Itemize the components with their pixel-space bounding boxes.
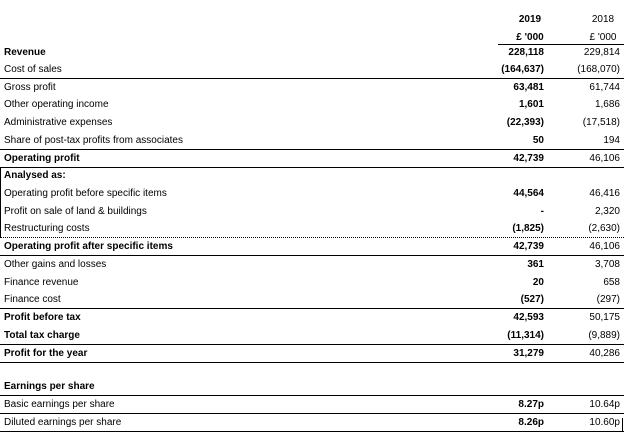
row-label: Earnings per share (4, 381, 95, 392)
value-2018: 10.64p (589, 399, 620, 410)
row-profit-for-year (0, 345, 626, 362)
value-2018: 10.60p (589, 417, 620, 428)
value-2019: 63,481 (513, 82, 544, 93)
value-2018: 46,106 (589, 241, 620, 252)
value-2019: 361 (527, 259, 544, 270)
row-label: Basic earnings per share (4, 399, 115, 410)
year-2018-header: 2018 (591, 14, 615, 25)
row-profit-on-sale (0, 203, 626, 220)
row-operating-profit (0, 150, 626, 167)
value-2019: 42,739 (513, 241, 544, 252)
row-label: Operating profit before specific items (4, 188, 167, 199)
value-2019: 8.26p (518, 417, 544, 428)
value-2019: (164,637) (501, 64, 544, 75)
value-2019: (527) (520, 294, 544, 305)
value-2019: 42,739 (513, 153, 544, 164)
row-other-operating-income (0, 96, 626, 113)
row-gross-profit (0, 79, 626, 96)
row-analysed-as (0, 167, 626, 184)
row-label: Analysed as: (4, 170, 66, 181)
row-before-specific-items (0, 185, 626, 202)
value-2018: 229,814 (583, 47, 620, 58)
row-label: Administrative expenses (4, 117, 113, 128)
row-label: Revenue (4, 47, 46, 58)
value-2019: 8.27p (518, 399, 544, 410)
row-label: Finance revenue (4, 277, 79, 288)
row-administrative-expenses (0, 114, 626, 131)
row-label: Finance cost (4, 294, 61, 305)
row-label: Cost of sales (4, 64, 62, 75)
value-2019: 31,279 (513, 348, 544, 359)
value-2018: 40,286 (589, 348, 620, 359)
row-basic-eps (0, 396, 626, 413)
year-2019-header: 2019 (518, 14, 542, 25)
value-2018: (17,518) (582, 117, 620, 128)
row-label: Operating profit (4, 153, 80, 164)
row-other-gains-losses (0, 256, 626, 273)
row-finance-revenue (0, 274, 626, 291)
row-label: Diluted earnings per share (4, 417, 122, 428)
value-2018: 46,106 (589, 153, 620, 164)
value-2018: 50,175 (589, 312, 620, 323)
row-profit-before-tax (0, 309, 626, 326)
row-label: Profit on sale of land & buildings (4, 206, 147, 217)
row-label: Other operating income (4, 99, 109, 110)
row-cost-of-sales (0, 61, 626, 78)
row-label: Profit before tax (4, 312, 81, 323)
row-revenue (0, 44, 626, 61)
value-2018: (297) (596, 294, 620, 305)
row-label: Profit for the year (4, 348, 88, 359)
value-2018: 1,686 (594, 99, 620, 110)
row-diluted-eps (0, 414, 626, 431)
row-label: Gross profit (4, 82, 56, 93)
row-label: Share of post-tax profits from associates (4, 135, 183, 146)
unit-2019-header: £ '000 (516, 32, 544, 43)
value-2018: 658 (603, 277, 620, 288)
value-2019: 20 (532, 277, 544, 288)
value-2019: 1,601 (518, 99, 544, 110)
row-label: Restructuring costs (4, 223, 90, 234)
value-2018: 3,708 (594, 259, 620, 270)
value-2018: 194 (603, 135, 620, 146)
value-2019: (22,393) (506, 117, 544, 128)
value-2019: - (540, 206, 544, 217)
value-2019: 44,564 (513, 188, 544, 199)
value-2018: (9,889) (588, 330, 620, 341)
row-label: Other gains and losses (4, 259, 107, 270)
text-cursor (622, 418, 623, 432)
unit-2018-header: £ '000 (589, 32, 617, 43)
row-share-of-associates (0, 132, 626, 149)
row-total-tax-charge (0, 327, 626, 344)
row-label: Total tax charge (4, 330, 80, 341)
row-eps-heading (0, 378, 626, 395)
value-2018: 61,744 (589, 82, 620, 93)
row-after-specific-items (0, 238, 626, 255)
value-2018: 2,320 (594, 206, 620, 217)
value-2019: 50 (532, 135, 544, 146)
value-2019: 42,593 (513, 312, 544, 323)
value-2018: 46,416 (589, 188, 620, 199)
value-2019: 228,118 (508, 47, 544, 58)
value-2019: (11,314) (507, 330, 544, 341)
row-finance-cost (0, 291, 626, 308)
row-label: Operating profit after specific items (4, 241, 173, 252)
rule (0, 431, 624, 432)
rule (0, 362, 624, 363)
value-2018: (2,630) (588, 223, 620, 234)
row-restructuring-costs (0, 220, 626, 237)
value-2018: (168,070) (577, 64, 620, 75)
value-2019: (1,825) (512, 223, 544, 234)
